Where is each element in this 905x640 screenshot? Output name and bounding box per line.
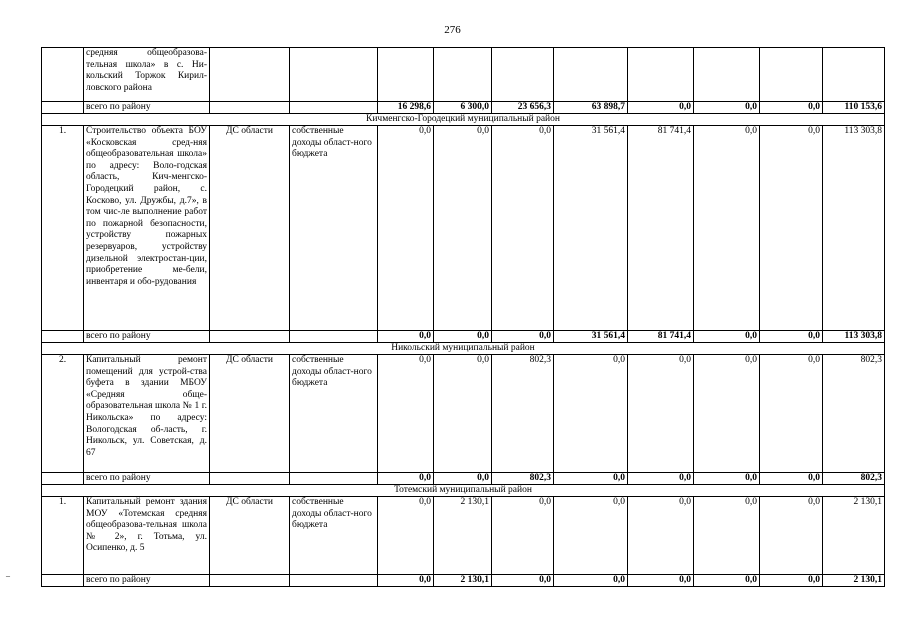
value-cell: 0,0 — [554, 355, 628, 473]
total-cell: 0,0 — [628, 102, 694, 114]
customer: ДС области — [210, 355, 290, 473]
table-row — [42, 126, 885, 331]
object-name: Капитальный ремонт здания МОУ «Тотемская средняя общеобразова-тельная школа № 2», г. Тотьма, ул. Осипенко, д. 5 — [84, 497, 210, 575]
funding-source: собственные доходы област-ного бюджета — [290, 126, 378, 331]
total-cell: 2 130,1 — [823, 575, 885, 587]
total-label: всего по району — [84, 331, 210, 343]
object-name: Строительство объекта БОУ «Косковская сред-няя общеобразовательная школа» по адресу: Воло-годская область, Кич-менгско-Городецкий район, с. Косково, ул. Дружбы, д.7», в том чис-ле выполнение работ по пожарной безопасности, устройству пожарных резервуаров, устройству дизельной электростан-ции, приобретение ме-бели, инвентаря и обо-рудования — [84, 126, 210, 331]
total-cell: 0,0 — [760, 102, 823, 114]
customer: ДС области — [210, 497, 290, 575]
funding-source: собственные доходы област-ного бюджета — [290, 497, 378, 575]
object-name: средняя общеобразова-тельная школа» в с. Ни-кольский Торжок Кирил-ловского района — [84, 48, 210, 102]
district-total-row — [42, 102, 885, 114]
value-cell: 0,0 — [378, 497, 434, 575]
total-cell: 31 561,4 — [554, 331, 628, 343]
value-cell: 81 741,4 — [628, 126, 694, 331]
total-cell: 0,0 — [760, 473, 823, 485]
page-number: 276 — [444, 24, 461, 36]
total-cell: 0,0 — [628, 473, 694, 485]
value-cell: 0,0 — [434, 126, 492, 331]
value-cell: 0,0 — [760, 355, 823, 473]
total-cell: 0,0 — [628, 575, 694, 587]
value-cell: 31 561,4 — [554, 126, 628, 331]
total-cell: 0,0 — [492, 575, 554, 587]
value-cell: 2 130,1 — [823, 497, 885, 575]
value-cell: 2 130,1 — [434, 497, 492, 575]
value-cell: 0,0 — [760, 126, 823, 331]
row-number: 1. — [42, 497, 84, 575]
value-cell: 0,0 — [694, 497, 760, 575]
total-label: всего по району — [84, 473, 210, 485]
budget-table — [41, 47, 885, 587]
region-name: Тотемский муниципальный район — [42, 485, 885, 497]
margin-mark: – — [6, 571, 10, 580]
total-cell: 81 741,4 — [628, 331, 694, 343]
total-cell: 0,0 — [554, 473, 628, 485]
total-cell: 2 130,1 — [434, 575, 492, 587]
district-total-row — [42, 575, 885, 587]
value-cell: 802,3 — [492, 355, 554, 473]
value-cell: 0,0 — [492, 497, 554, 575]
total-cell: 0,0 — [694, 331, 760, 343]
total-cell: 0,0 — [694, 575, 760, 587]
district-total-row — [42, 331, 885, 343]
region-header-row — [42, 114, 885, 126]
table-row — [42, 497, 885, 575]
total-label: всего по району — [84, 102, 210, 114]
value-cell: 802,3 — [823, 355, 885, 473]
total-cell: 0,0 — [760, 575, 823, 587]
total-cell: 0,0 — [694, 473, 760, 485]
region-name: Кичменгско-Городецкий муниципальный район — [42, 114, 885, 126]
value-cell: 0,0 — [434, 355, 492, 473]
total-cell: 0,0 — [554, 575, 628, 587]
region-header-row — [42, 485, 885, 497]
value-cell: 0,0 — [694, 355, 760, 473]
table-row — [42, 48, 885, 102]
total-cell: 0,0 — [378, 575, 434, 587]
total-cell: 0,0 — [694, 102, 760, 114]
total-cell: 23 656,3 — [492, 102, 554, 114]
value-cell: 0,0 — [628, 497, 694, 575]
table-row — [42, 355, 885, 473]
total-cell: 0,0 — [378, 473, 434, 485]
funding-source: собственные доходы област-ного бюджета — [290, 355, 378, 473]
value-cell: 0,0 — [760, 497, 823, 575]
total-cell: 802,3 — [492, 473, 554, 485]
total-cell: 16 298,6 — [378, 102, 434, 114]
total-cell: 0,0 — [378, 331, 434, 343]
total-cell: 63 898,7 — [554, 102, 628, 114]
value-cell: 113 303,8 — [823, 126, 885, 331]
total-cell: 0,0 — [434, 473, 492, 485]
total-cell: 0,0 — [434, 331, 492, 343]
row-number: 1. — [42, 126, 84, 331]
total-cell: 110 153,6 — [823, 102, 885, 114]
value-cell: 0,0 — [378, 355, 434, 473]
total-cell: 0,0 — [760, 331, 823, 343]
value-cell: 0,0 — [554, 497, 628, 575]
total-cell: 113 303,8 — [823, 331, 885, 343]
total-cell: 0,0 — [492, 331, 554, 343]
row-number: 2. — [42, 355, 84, 473]
total-cell: 802,3 — [823, 473, 885, 485]
total-cell: 6 300,0 — [434, 102, 492, 114]
value-cell: 0,0 — [628, 355, 694, 473]
region-name: Никольский муниципальный район — [42, 343, 885, 355]
object-name: Капитальный ремонт помещений для устрой-ства буфета в здании МБОУ «Средняя обще-образовательная школа № 1 г. Никольска» по адресу: Вологодская об-ласть, г. Никольск, ул. Советская, д. 67 — [84, 355, 210, 473]
district-total-row — [42, 473, 885, 485]
total-label: всего по району — [84, 575, 210, 587]
value-cell: 0,0 — [378, 126, 434, 331]
region-header-row — [42, 343, 885, 355]
customer: ДС области — [210, 126, 290, 331]
value-cell: 0,0 — [492, 126, 554, 331]
value-cell: 0,0 — [694, 126, 760, 331]
